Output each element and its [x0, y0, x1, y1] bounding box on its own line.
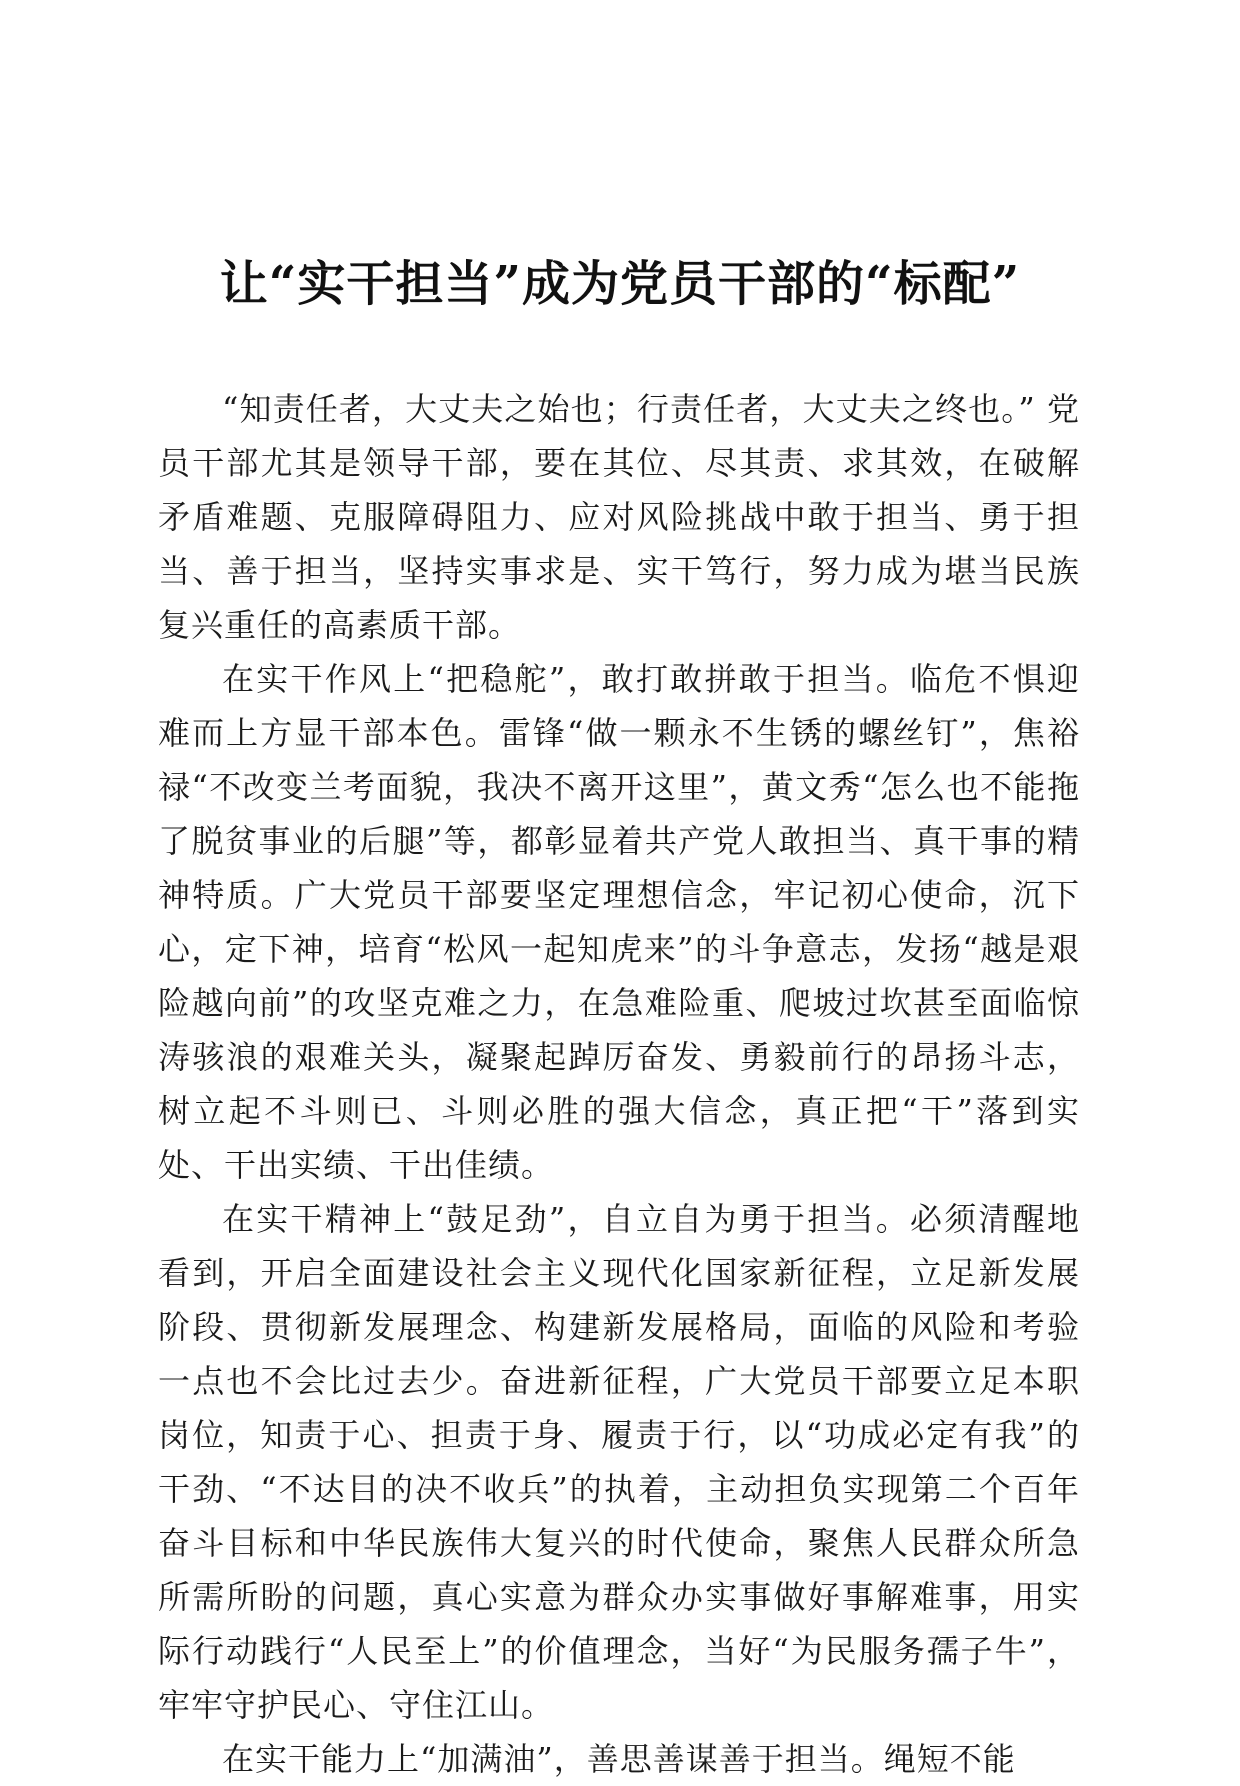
paragraph-work-style: 在实干作风上“把稳舵”，敢打敢拼敢于担当。临危不惧迎难而上方显干部本色。雷锋“做一颗永不生锈的螺丝钉”，焦裕禄“不改变兰考面貌，我决不离开这里”，黄文秀“怎么也不能拖了脱贫事业的后腿”等，都彰显着共产党人敢担当、真干事的精神特质。广大党员干部要坚定理想信念，牢记初心使命，沉下心，定下神，培育“松风一起知虎来”的斗争意志，发扬“越是艰险越向前”的攻坚克难之力，在急难险重、爬坡过坎甚至面临惊涛骇浪的艰难关头，凝聚起踔厉奋发、勇毅前行的昂扬斗志，树立起不斗则已、斗则必胜的强大信念，真正把“干”落到实处、干出实绩、干出佳绩。: [158, 660, 1080, 1184]
document-body: [158, 382, 1080, 1786]
document-title: 让“实干担当”成为党员干部的“标配”: [219, 256, 1021, 312]
paragraph-intro: “知责任者，大丈夫之始也；行责任者，大丈夫之终也。” 党员干部尤其是领导干部，要在其位、尽其责、求其效，在破解矛盾难题、克服障碍阻力、应对风险挑战中敢于担当、勇于担当、善于担当，坚持实事求是、实干笃行，努力成为堪当民族复兴重任的高素质干部。: [158, 390, 1080, 644]
paragraph-work-spirit: 在实干精神上“鼓足劲”，自立自为勇于担当。必须清醒地看到，开启全面建设社会主义现代化国家新征程，立足新发展阶段、贯彻新发展理念、构建新发展格局，面临的风险和考验一点也不会比过去少。奋进新征程，广大党员干部要立足本职岗位，知责于心、担责于身、履责于行，以“功成必定有我”的干劲、“不达目的决不收兵”的执着，主动担负实现第二个百年奋斗目标和中华民族伟大复兴的时代使命，聚焦人民群众所急所需所盼的问题，真心实意为群众办实事做好事解难事，用实际行动践行“人民至上”的价值理念，当好“为民服务孺子牛”，牢牢守护民心、守住江山。: [158, 1200, 1080, 1724]
paragraph-work-ability: 在实干能力上“加满油”，善思善谋善于担当。绳短不能: [222, 1740, 1016, 1778]
